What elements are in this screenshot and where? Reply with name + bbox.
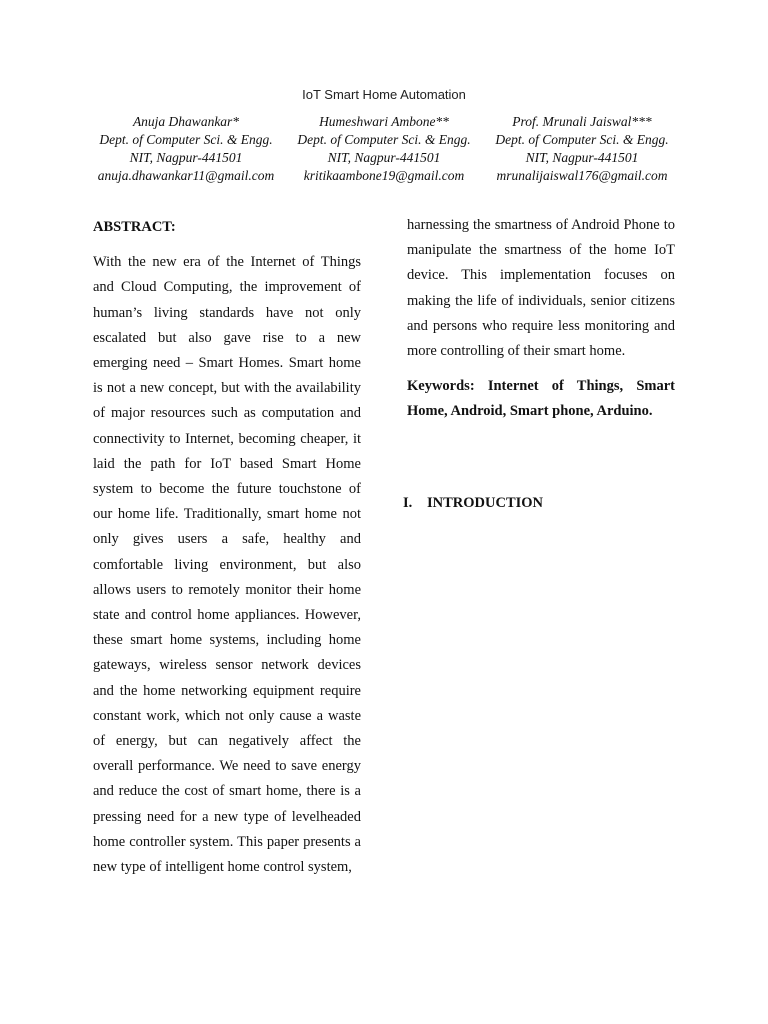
author-name: Humeshwari Ambone**: [319, 114, 449, 129]
author-dept: Dept. of Computer Sci. & Engg.: [297, 132, 471, 147]
section-number: I.: [403, 495, 413, 511]
author-dept: Dept. of Computer Sci. & Engg.: [495, 132, 669, 147]
introduction-heading: [403, 495, 543, 512]
author-institution: NIT, Nagpur-441501: [525, 150, 639, 165]
author-email: kritikaambone19@gmail.com: [303, 168, 465, 183]
author-name: Prof. Mrunali Jaiswal***: [512, 114, 652, 129]
author-block: [88, 113, 680, 185]
abstract-text: With the new era of the Internet of Things and Cloud Computing, the improvement of human’s living standards have not only escalated but also gave rise to a new emerging need – Smart Homes. Smart home is not a new concept, but with the availability of major resources such as computation and connectivity to Internet, becoming cheaper, it laid the path for IoT based Smart Home system to become the future touchstone of our home life. Traditionally, smart home not only gives users a safe, healthy and comfortable living environment, but also allows users to remotely monitor their home state and control home appliances. However, these smart home systems, including home gateways, wireless sensor network devices and the home networking equipment require constant work, which not only cause a waste of energy, but can negatively affect the overall performance. We need to save energy and reduce the cost of smart home, there is a pressing need for a new type of levelheaded home controller system. This paper presents a new type of intelligent home control system,: [93, 254, 361, 876]
paper-title: IoT Smart Home Automation: [302, 87, 466, 102]
author-institution: NIT, Nagpur-441501: [129, 150, 243, 165]
author-1: [88, 113, 284, 185]
left-column: [93, 215, 361, 880]
author-institution: NIT, Nagpur-441501: [327, 150, 441, 165]
author-email: anuja.dhawankar11@gmail.com: [97, 168, 275, 183]
author-2: [286, 113, 482, 185]
section-title: INTRODUCTION: [427, 495, 544, 511]
right-column: [407, 213, 675, 425]
abstract-continued-text: harnessing the smartness of Android Phone to manipulate the smartness of the home IoT device. This implementation focuses on making the life of individuals, senior citizens and persons who require less monitoring and more controlling of their smart home.: [407, 217, 675, 360]
abstract-heading: ABSTRACT:: [93, 219, 176, 235]
author-3: [484, 113, 680, 185]
keywords: Keywords: Internet of Things, Smart Home, Android, Smart phone, Arduino.: [407, 378, 675, 420]
author-name: Anuja Dhawankar*: [132, 114, 240, 129]
author-email: mrunalijaiswal176@gmail.com: [496, 168, 668, 183]
author-dept: Dept. of Computer Sci. & Engg.: [99, 132, 273, 147]
